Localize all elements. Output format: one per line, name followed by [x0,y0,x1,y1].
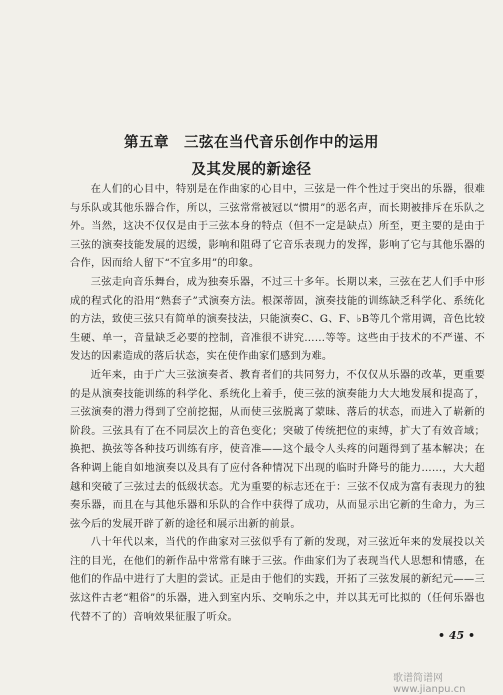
chapter-title: 第五章 三弦在当代音乐创作中的运用 [124,134,379,151]
body-text [70,180,485,626]
paragraph: 近年来，由于广大三弦演奏者、教育者们的共同努力，不仅仅从乐器的改革，更重要的是从演奏技能训练的科学化、系统化上着手，使三弦的演奏能力大大地发展和提高了，三弦演奏的潜力得到了空前挖掘，从而使三弦脱离了蒙昧、落后的状态，而进入了崭新的阶段。三弦具有了在不同层次上的音色变化；突破了传统把位的束缚，扩大了有效音域；换把、换弦等各种技巧训练有序，使音准——这个最令人头疼的问题得到了基本解决；在各种调上能自如地演奏以及具有了应付各种情况下出现的临时升降号的能力……，大大超越和突破了三弦过去的低级状态。尤为重要的标志还在于：三弦不仅成为富有表现力的独奏乐器，而且在与其他乐器和乐队的合作中获得了成功，从而显示出它新的生命力，为三弦今后的发展开辟了新的途径和展示出新的前景。 [70,368,485,530]
paragraph: 在人们的心目中，特别是在作曲家的心目中，三弦是一件个性过于突出的乐器，很难与乐队或其他乐器合作，所以，三弦常常被冠以“惯用”的恶名声，而长期被排斥在乐队之外。当然，这决不仅仅是由于三弦本身的特点（但不一定是缺点）所至，更主要的是由于三弦的演奏技能发展的迟缓，影响和阻碍了它音乐表现力的发挥，影响了它与其他乐器的合作，因而给人留下“不宜多用”的印象。 [70,183,485,270]
chapter-subtitle: 及其发展的新途径 [191,161,312,178]
paragraph: 三弦走向音乐舞台，成为独奏乐器，不过三十多年。长期以来，三弦在艺人们手中形成的程式化的沿用“熟套子”式演奏方法。根深蒂固，演奏技能的训练缺乏科学化、系统化的方法，致使三弦只有简单的演奏技法，只能演奏C、G、F、♭B等几个常用调，音色比较生硬、单一，音量缺乏必要的控制，音准很不讲究……等等。这些由于技术的不严谨、不发达的因素造成的落后状态，实在使作曲家们感到为难。 [70,275,485,363]
page-number: • 45 • [438,629,476,642]
paragraph: 八十年代以来，当代的作曲家对三弦似乎有了新的发现，对三弦近年来的发展投以关注的目光，在他们的新作品中常常有睐于三弦。作曲家们为了表现当代人思想和情感，在他们的作品中进行了大胆的尝试。正是由于他们的实践，开拓了三弦发展的新纪元——三弦这件古老“粗俗”的乐器，进入到室内乐、交响乐之中，并以其无可比拟的（任何乐器也代替不了的）音响效果征服了听众。 [70,536,485,623]
site-watermark: 歌谱简谱网 www.jianpu.cn [393,673,466,695]
